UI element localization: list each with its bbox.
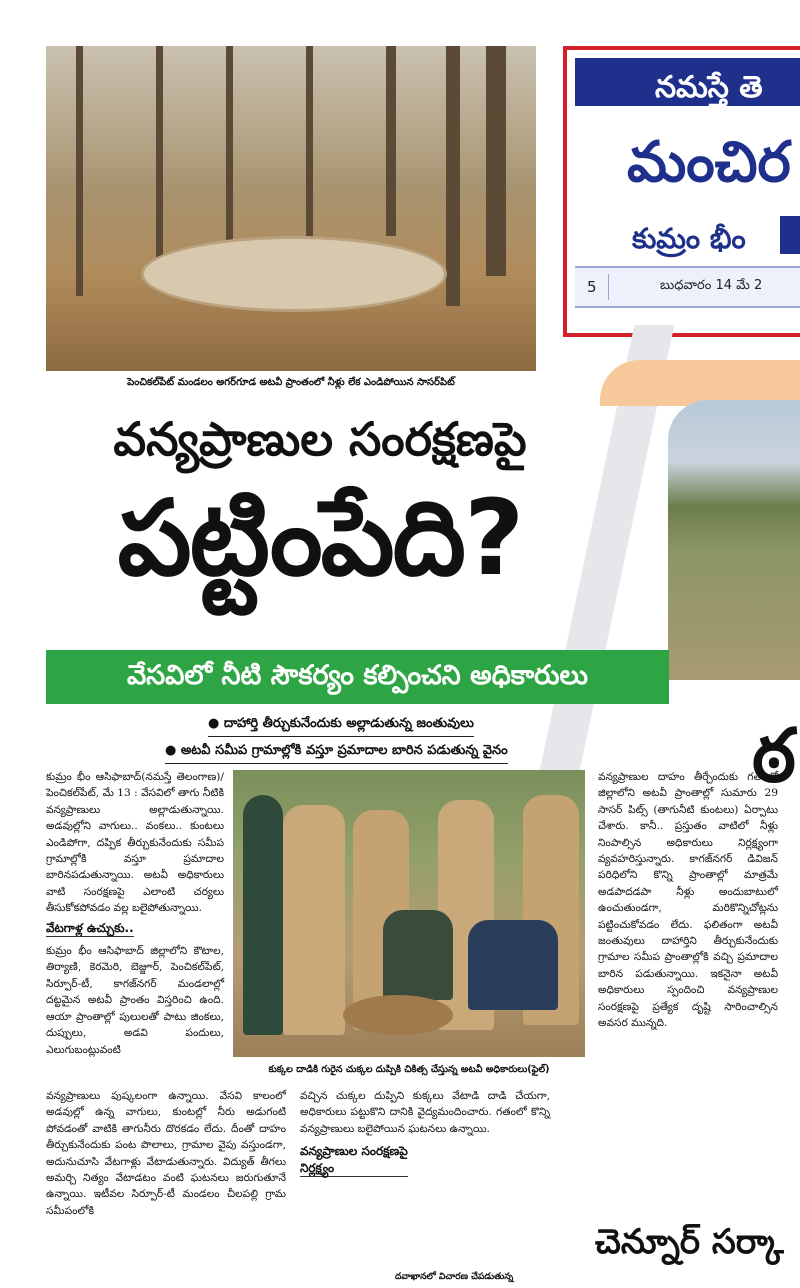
subhead-line-1: వన్యప్రాణుల సంరక్షణపై	[300, 1144, 408, 1159]
section-subhead	[300, 1143, 408, 1177]
article-column-bottom-left	[46, 1088, 286, 1219]
article-paragraph: వన్యప్రాణులు పుష్కలంగా ఉన్నాయి. వేసవి కాలంలో అడవుల్లో ఉన్న వాగులు, కుంటల్లో నీరు అడుగంటి పోవడంతో వాటికి తాగునీరు దొరకడం లేదు. దీంతో దాహం తీర్చుకునేందుకు పంట పొలాలు, గ్రామాల వైపు వస్తుండగా, అదునుచూసి వేటగాళ్లు వేటాడుతున్నారు. విద్యుత్ తీగలు అమర్చి నిత్యం వేటాడటం వంటి ఘటనలు జరుగుతూనే ఉన్నాయి. ఇటీవల సిర్పూర్-టీ మండలం చీలపల్లి గ్రామ సమీపంలోకి	[46, 1090, 286, 1217]
article-paragraph: కుమ్రం భీం ఆసిఫాబాద్ జిల్లాలోని కౌటాల, తిర్యాణి, కెరమెరి, బెజ్జూర్, పెంచికల్‌పేట్, సిర్పూర్-టీ, కాగజ్‌నగర్ మండలాల్లో దట్టమైన అటవీ ప్రాంతం విస్తరించి ఉంది. ఆయా ప్రాంతాల్లో పులులతో పాటు జింకలు, దుప్పులు, అడవి పందులు, ఎలుగుబంట్లువంటి	[46, 945, 224, 1056]
bullet-point-1: ● దాహార్తి తీర్చుకునేందుకు అల్లాడుతున్న జంతువులు	[208, 716, 474, 737]
edition-name: మంచిర	[627, 130, 791, 195]
issue-date: బుధవారం 14 మే 2	[660, 278, 763, 293]
masthead	[563, 46, 800, 337]
headline-line-2: పట్టింపేది?	[117, 477, 523, 599]
subhead-line-2: నిర్లక్ష్యం	[300, 1160, 335, 1175]
masthead-banner	[575, 58, 800, 106]
subheadline-band	[46, 650, 669, 704]
page-number: 5	[587, 278, 597, 296]
article-paragraph: కుమ్రం భీం ఆసిఫాబాద్(నమస్తే తెలంగాణ)/పెంచికల్‌పేట్, మే 13 : వేసవిలో తాగు నీటికి వన్యప్రాణులు అల్లాడుతున్నాయి. అడవుల్లోని వాగులు.. వంకలు.. కుంటలు ఎండిపోగా, దప్పిక తీర్చుకునేందుకు సమీప గ్రామాల్లోకి వస్తూ ప్రమాదాల బారినపడుతున్నాయి. అటవీ అధికారులు వాటి సంరక్షణపై ఎలాంటి చర్యలు తీసుకోకపోవడం వల్ల బలైపోతున్నాయి.	[46, 771, 224, 915]
bullet-text: అటవీ సమీప గ్రామాల్లోకి వస్తూ ప్రమాదాల బారిన పడుతున్న వైనం	[180, 743, 508, 758]
section-subhead: వేటగాళ్ల ఉచ్చుకు..	[46, 920, 134, 937]
article-column-right	[598, 769, 778, 1032]
article-paragraph: వచ్చిన చుక్కల దుప్పిని కుక్కలు వేటాడి దాడి చేయగా, అధికారులు పట్టుకొని దానికి వైద్యమందించారు. గతంలో కొన్ని వన్యప్రాణులు బలైపోయిన ఘటనలు ఉన్నాయి.	[300, 1090, 550, 1135]
masthead-logo	[780, 216, 800, 254]
next-article-caption: దవాఖానలో విచారణ చేపడుతున్న	[395, 1272, 514, 1282]
date-strip	[575, 266, 800, 308]
article-paragraph: వన్యప్రాణుల దాహం తీర్చేందుకు గతంలో జిల్లాలోని అటవీ ప్రాంతాల్లో సుమారు 29 సాసర్ పిట్స్ (తాగునీటి కుంటలు) ఏర్పాటు చేశారు. కానీ.. ప్రస్తుతం వాటిలో నీళ్లు నింపాల్సిన అధికారులు నిర్లక్ష్యంగా వ్యవహరిస్తున్నారు. కాగజ్‌నగర్ డివిజన్ పరిధిలోని కొన్ని ప్రాంతాల్లో మాత్రమే అడపాదడపా నీళ్లు అందుబాటులో ఉంచుతుండగా, మరికొన్నిచోట్లను పట్టించుకోవడం లేదు. ఫలితంగా అటవీ జంతువులు దాహార్తిని తీర్చుకునేందుకు గ్రామాల సమీప ప్రాంతాల్లోకి వచ్చి ప్రమాదాల బారిన పడుతున్నాయి. ఇకనైనా అటవీ అధికారులు స్పందించి వన్యప్రాణుల సంరక్షణపై ప్రత్యేక దృష్టి సారించాల్సిన అవసర మున్నది.	[598, 771, 778, 1030]
saucer-pit	[141, 236, 447, 312]
bullet-point-2: ● అటవీ సమీప గ్రామాల్లోకి వస్తూ ప్రమాదాల బారిన పడుతున్న వైనం	[165, 743, 508, 764]
article-column-left	[46, 769, 224, 1058]
officials-treating-deer-photo	[233, 770, 585, 1057]
district-name: కుమ్రం భీం	[632, 222, 746, 255]
mid-photo-caption: కుక్కల దాడికి గురైన చుక్కల దుప్పికి చికిత్స చేస్తున్న అటవీ అధికారులు(ఫైల్)	[268, 1064, 550, 1075]
newspaper-title: నమస్తే తె	[655, 70, 763, 105]
bullet-text: దాహార్తి తీర్చుకునేందుకు అల్లాడుతున్న జంతువులు	[223, 716, 474, 731]
spotted-deer	[343, 995, 453, 1035]
headline-line-1: వన్యప్రాణుల సంరక్షణపై	[113, 412, 527, 466]
subheadline: వేసవిలో నీటి సౌకర్యం కల్పించని అధికారులు	[126, 660, 589, 691]
top-photo-caption: పెంచికల్‌పేట్ మండలం అగర్‌గూడ అటవీ ప్రాంతంలో నీళ్లు లేక ఎండిపోయిన సాసర్‌పిట్	[127, 377, 455, 388]
article-column-bottom-mid	[300, 1088, 550, 1183]
forest-saucer-pit-photo	[46, 46, 536, 371]
next-article-headline: చెన్నూర్ సర్కా	[595, 1222, 784, 1262]
dry-field-photo	[668, 400, 800, 680]
next-headline-fragment: ఠ	[752, 713, 796, 799]
